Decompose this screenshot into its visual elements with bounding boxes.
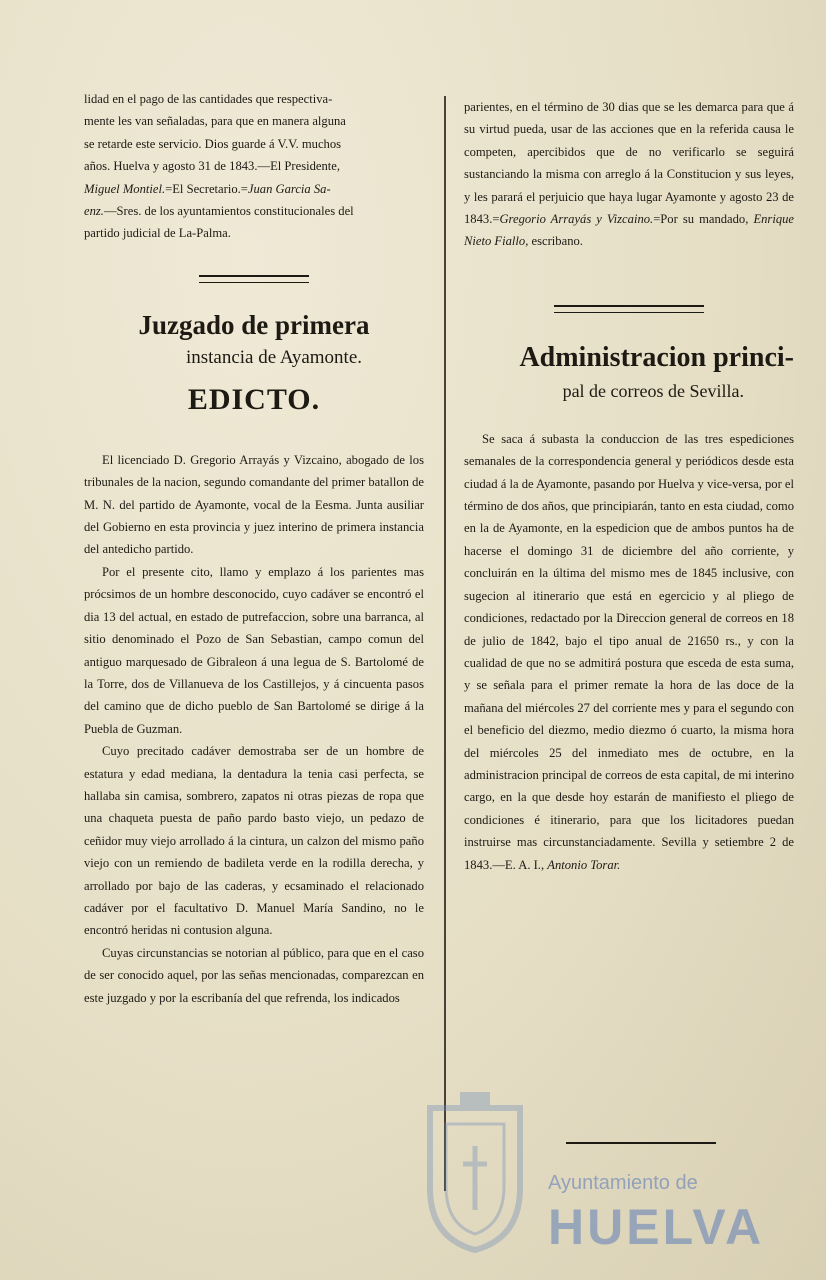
section-divider-right (554, 305, 704, 313)
secretary-label: =El Secretario.= (165, 181, 248, 196)
signature-secretary-1: Juan Garcia Sa- (247, 181, 331, 196)
right-column (464, 96, 794, 876)
watermark-line-1: Ayuntamiento de (548, 1172, 698, 1194)
signature-president: Miguel Montiel. (84, 181, 166, 196)
signature-administrator: Antonio Torar. (547, 857, 621, 872)
edict-heading: EDICTO. (187, 382, 321, 416)
edict-paragraph-4: Cuyas circunstancias se notorian al público, para que en el caso de ser conocido aquel, por las señas mencionadas, comparezcan en este juzgado y por la escribanía del que refrenda, los indicados (84, 945, 424, 1005)
intro-line-4: años. Huelva y agosto 31 de 1843.—El Presidente, (84, 159, 341, 174)
signature-secretary-2: enz. (84, 204, 104, 219)
auction-notice-text: Se saca á subasta la conduccion de las tres espediciones semanales de la correspondencia general y periódicos desde esta ciudad á la de Ayamonte, pasando por Huelva y vice-versa, por el término de dos años, que principiarán, tanto en esta ciudad, como en la de Ayamonte, en la espedicion que de ambos puntos ha de hacerse el domingo 31 de diciembre del año corriente, y concluirán en la última del mismo mes de 1845 inclusive, con sugecion al itinerario que está en egercicio y al pliego de condiciones, redactado por la Direccion general de correos en 18 de julio de 1842, bajo el tipo anual de 21650 rs., y con la cualidad de que no se admitirá postura que esceda de esta suma, y se señala para el primer remate la hora de las doce de la mañana del miércoles 27 del corriente mes y para el segundo con el beneficio del diezmo, medio diezmo ó cuarto, la misma hora del miércoles 25 del inmediato mes de octubre, en la administracion principal de correos de esta capital, de mi interino cargo, en la que desde hoy estarán de manifiesto el pliego de condiciones é itinerario, para que los licitadores puedan instruirse mas circunstanciadamente. Sevilla y setiembre 2 de 1843.—E. A. I., (464, 431, 795, 872)
intro-line-1: lidad en el pago de las cantidades que respectiva- (84, 92, 333, 106)
admin-subheading: pal de correos de Sevilla. (562, 380, 744, 401)
edict-continuation (464, 96, 794, 253)
mandate-label: =Por su mandado, (653, 212, 749, 227)
huelva-coat-of-arms-icon (420, 1088, 530, 1256)
intro-paragraph (84, 88, 424, 245)
signature-judge: Gregorio Arrayás y Vizcaino. (499, 212, 654, 227)
edict-continuation-text: parientes, en el término de 30 dias que se les demarca para que á su virtud pueda, usar de las acciones que en la referida causa le competen, apercibidos que de no verificarlo se seguirá sustanciando la misma con arreglo á la Constitucion y sus leyes, y les parará el perjuicio que haya lugar Ayamonte y agosto 23 de 1843.= (464, 100, 794, 227)
addressee-line-2: partido judicial de La-Palma. (84, 226, 231, 241)
auction-notice (464, 428, 794, 876)
edict-paragraph-3: Cuyo precitado cadáver demostraba ser de un hombre de estatura y edad mediana, la dentadura la tenia casi perfecta, se hallaba sin camisa, sombrero, zapatos ni otras piezas de ropa que una chaqueta puesta de paño pardo basto viejo, un pedazo de ceñidor muy viejo arrollado á la cintura, un calzon del mismo paño viejo con un remiendo de badileta verde en la rodilla derecha, y arrollado por bajo de las caderas, y ecsaminado el relacionado cadáver por el facultativo D. Manuel María Sandino, no le encontró heridas ni contusion alguna. (84, 744, 424, 938)
signature-clerk: Enrique Nieto Fiallo, (464, 212, 795, 249)
left-column (84, 88, 424, 1009)
column-divider (444, 96, 446, 1191)
edict-paragraph-2: Por el presente cito, llamo y emplazo á los parientes mas prócsimos de un hombre desconocido, cuyo cadáver se encontró el dia 13 del actual, en estado de putrefaccion, sobre una barranca, al sitio denominado el Pozo de San Sebastian, campo comun del antiguo marquesado de Gibraleon á una legua de S. Bartolomé de la Torre, dos de Villanueva de los Castillejos, y á cincuenta pasos del camino que de dicho pueblo de San Bartolomé se dirige á la Puebla de Guzman. (84, 564, 424, 736)
addressee-line-1: —Sres. de los ayuntamientos constitucionales del (103, 204, 354, 219)
court-heading: Juzgado de primera (138, 309, 370, 340)
court-subheading: instancia de Ayamonte. (185, 346, 363, 368)
intro-line-2: mente les van señaladas, para que en manera alguna (84, 114, 346, 129)
intro-line-3: se retarde este servicio. Dios guarde á V.V. muchos (84, 136, 342, 151)
watermark-line-2: HUELVA (548, 1199, 765, 1255)
closing-rule (566, 1142, 716, 1147)
clerk-title: escribano. (531, 234, 583, 249)
edict-paragraph-1: El licenciado D. Gregorio Arrayás y Vizcaino, abogado de los tribunales de la nacion, segundo comandante del primer batallon de M. N. del partido de Ayamonte, vocal de la Eesma. Junta ausiliar del Gobierno en esta provincia y juez interino de primera instancia del antedicho partido. (84, 452, 424, 557)
section-divider (199, 275, 309, 283)
admin-heading: Administracion princi- (519, 341, 794, 373)
